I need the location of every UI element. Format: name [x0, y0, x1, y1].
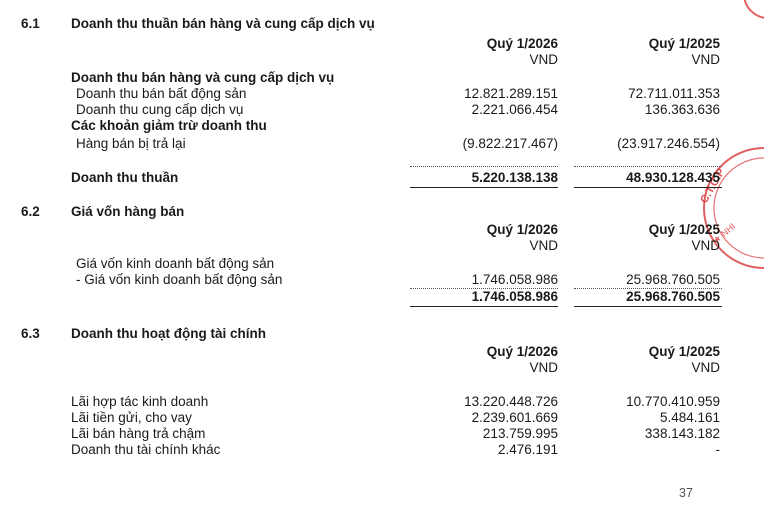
section-number: 6.3 [21, 326, 40, 341]
row-label: Doanh thu bán bất động sản [76, 86, 247, 101]
column-unit: VND [529, 52, 558, 67]
section-title: Doanh thu thuần bán hàng và cung cấp dịch vụ [71, 16, 375, 31]
section-title: Doanh thu hoạt động tài chính [71, 326, 266, 341]
column-header-quarter-2025: Quý 1/2025 [648, 222, 720, 237]
row-value: 12.821.289.151 [464, 86, 558, 101]
row-value: 1.746.058.986 [471, 272, 558, 287]
row-value: (23.917.246.554) [617, 136, 720, 151]
section-number: 6.2 [21, 204, 40, 219]
column-unit: VND [691, 238, 720, 253]
section-number: 6.1 [21, 16, 40, 31]
total-value: 48.930.128.435 [626, 170, 720, 185]
company-seal-stamp [676, 140, 764, 290]
total-value: 1.746.058.986 [471, 289, 558, 304]
column-unit: VND [691, 52, 720, 67]
group-title: Giá vốn kinh doanh bất động sản [76, 256, 275, 271]
column-header-quarter-2026: Quý 1/2026 [486, 36, 558, 51]
row-label: Lãi hợp tác kinh doanh [71, 394, 209, 409]
subtotal-rule [574, 166, 722, 167]
page-number: 37 [679, 486, 693, 500]
svg-text:C.T.C.P: C.T.C.P [698, 166, 728, 206]
column-header-quarter-2025: Quý 1/2025 [648, 344, 720, 359]
section-title: Giá vốn hàng bán [71, 204, 185, 219]
column-unit: VND [691, 360, 720, 375]
row-value: 2.221.066.454 [471, 102, 558, 117]
row-value: 10.770.410.959 [626, 394, 720, 409]
row-value: 2.239.601.669 [471, 410, 558, 425]
row-label: Lãi bán hàng trả chậm [71, 426, 206, 441]
total-value: 25.968.760.505 [626, 289, 720, 304]
row-value: 213.759.995 [482, 426, 558, 441]
column-unit: VND [529, 238, 558, 253]
total-value: 5.220.138.138 [471, 170, 558, 185]
row-label: Doanh thu tài chính khác [71, 442, 221, 457]
total-underline [410, 187, 558, 188]
row-value: 25.968.760.505 [626, 272, 720, 287]
row-label: - Giá vốn kinh doanh bất động sản [76, 272, 283, 287]
row-value: 5.484.161 [659, 410, 720, 425]
row-label: Doanh thu cung cấp dịch vụ [76, 102, 244, 117]
total-underline [574, 187, 722, 188]
group-title: Các khoản giảm trừ doanh thu [71, 118, 267, 133]
row-label: Hàng bán bị trả lại [76, 136, 186, 151]
row-value: 338.143.182 [644, 426, 720, 441]
column-header-quarter-2025: Quý 1/2025 [648, 36, 720, 51]
row-label: Lãi tiền gửi, cho vay [71, 410, 192, 425]
total-underline [410, 306, 558, 307]
row-value: 13.220.448.726 [464, 394, 558, 409]
total-underline [574, 306, 722, 307]
column-header-quarter-2026: Quý 1/2026 [486, 344, 558, 359]
row-value: 2.476.191 [497, 442, 558, 457]
subtotal-rule [410, 166, 558, 167]
column-unit: VND [529, 360, 558, 375]
corner-seal-stamp [740, 0, 764, 22]
row-value: - [715, 442, 720, 457]
column-header-quarter-2026: Quý 1/2026 [486, 222, 558, 237]
row-value: 72.711.011.353 [628, 86, 720, 101]
total-label: Doanh thu thuần [71, 170, 179, 185]
row-value: (9.822.217.467) [462, 136, 558, 151]
svg-text:★ NHI: ★ NHI [710, 221, 738, 246]
group-title: Doanh thu bán hàng và cung cấp dịch vụ [71, 70, 335, 85]
row-value: 136.363.636 [644, 102, 720, 117]
